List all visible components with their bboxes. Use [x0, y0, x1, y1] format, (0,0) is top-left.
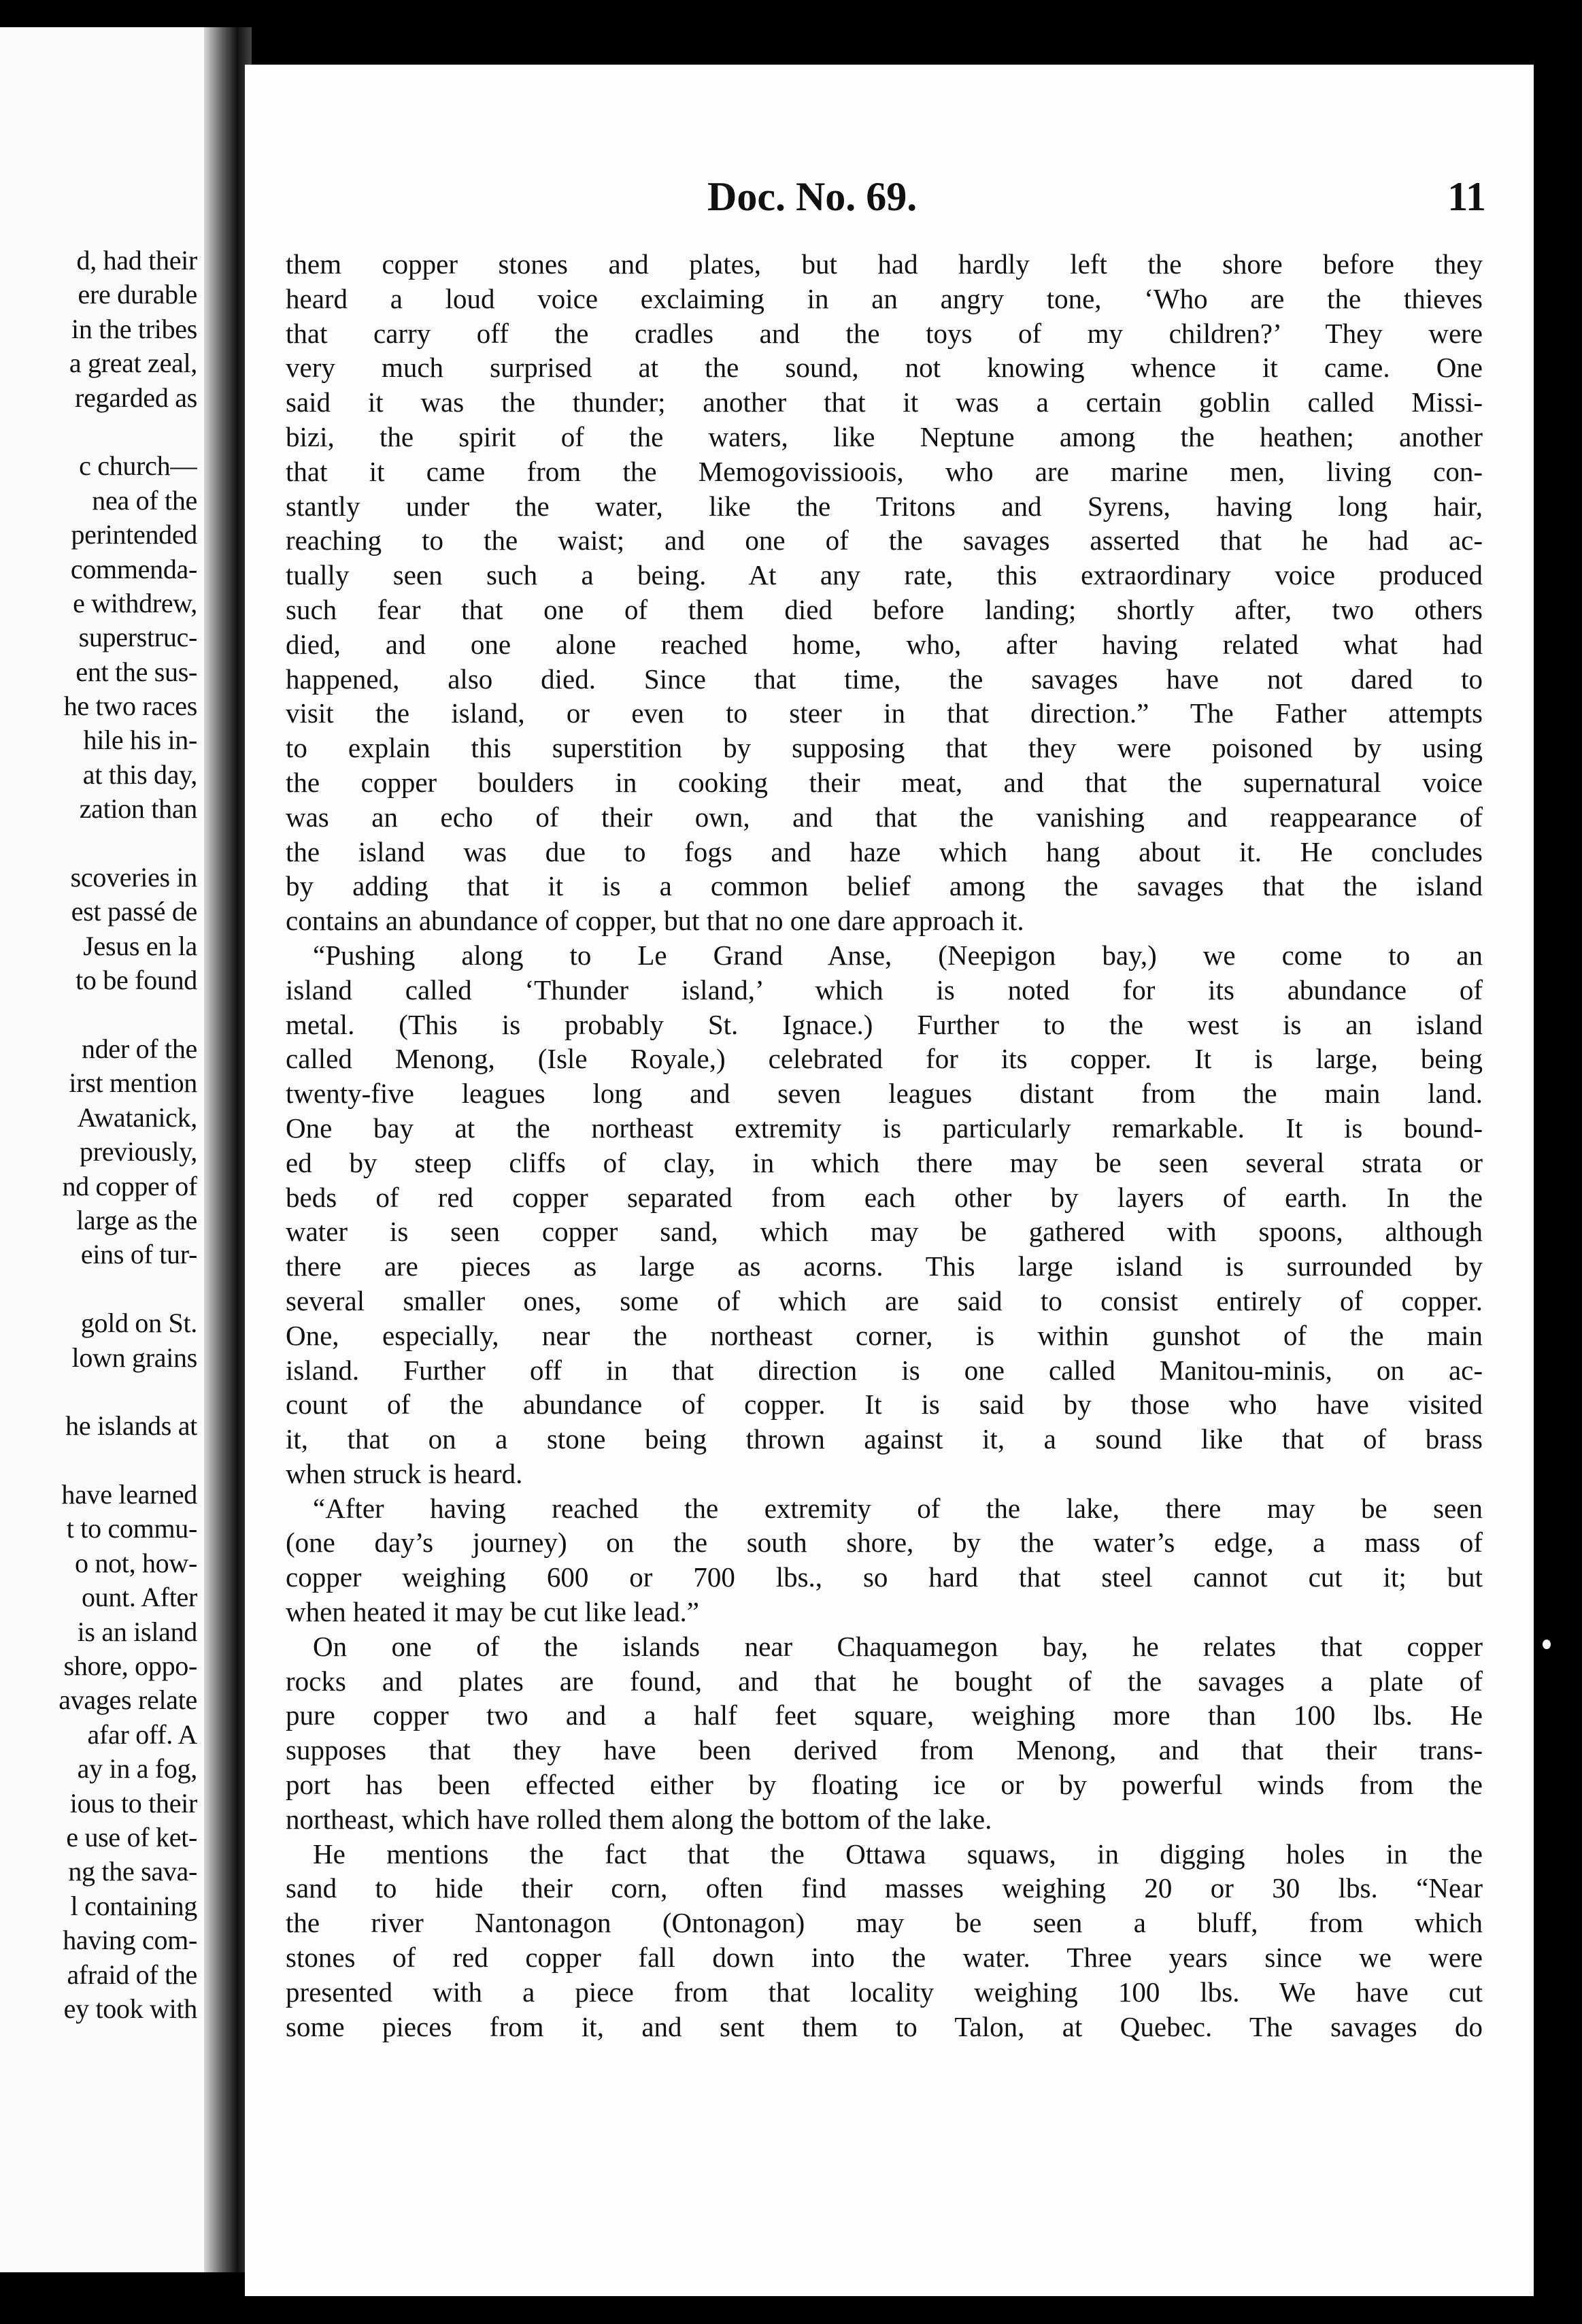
text-line: pure copper two and a half feet square, weighing more than 100 lbs. He: [286, 1699, 1483, 1731]
left-page-line: d, had their: [76, 245, 197, 276]
left-page-line: [0, 415, 197, 449]
left-page-line: est passé de: [71, 896, 197, 927]
left-page-line: large as the: [76, 1204, 197, 1235]
left-page-line: nea of the: [92, 484, 197, 516]
left-page-line: ount. After: [81, 1582, 197, 1613]
document-title: Doc. No. 69.: [707, 174, 918, 219]
left-page-line: l containing: [70, 1890, 197, 1921]
text-line: heard a loud voice exclaiming in an angry tone, ‘Who are the thieves: [286, 282, 1483, 314]
left-page-line: have learned: [61, 1479, 197, 1510]
text-line: there are pieces as large as acorns. This large island is surrounded by: [286, 1250, 1483, 1282]
left-page-line: nd copper of: [62, 1170, 197, 1201]
left-page-line: superstruc-: [78, 622, 197, 653]
text-line: reaching to the waist; and one of the savages asserted that he had ac-: [286, 525, 1483, 557]
text-line: copper weighing 600 or 700 lbs., so hard that steel cannot cut it; but: [286, 1561, 1483, 1593]
left-page-line: ey took with: [63, 1993, 197, 2024]
text-line: said it was the thunder; another that it was a certain goblin called Missi-: [286, 386, 1483, 418]
text-line: He mentions the fact that the Ottawa squaws, in digging holes in the: [313, 1838, 1483, 1870]
left-page-line: in the tribes: [71, 313, 197, 344]
text-line: count of the abundance of copper. It is said by those who have visited: [286, 1389, 1483, 1421]
left-page-line: [0, 998, 197, 1032]
text-line: beds of red copper separated from each other by layers of earth. In the: [286, 1181, 1483, 1213]
running-header: [245, 173, 1534, 228]
text-line: stones of red copper fall down into the water. Three years since we were: [286, 1942, 1483, 1974]
left-page-line: perintended: [71, 519, 197, 550]
left-page-line: shore, oppo-: [63, 1650, 197, 1682]
left-page-text: [0, 244, 197, 2026]
text-line: metal. (This is probably St. Ignace.) Further to the west is an island: [286, 1008, 1483, 1040]
left-page-line: previously,: [80, 1136, 197, 1167]
text-line: when heated it may be cut like lead.”: [286, 1596, 699, 1628]
text-line: island. Further off in that direction is one called Manitou-minis, on ac-: [286, 1354, 1483, 1386]
text-line: northeast, which have rolled them along the bottom of the lake.: [286, 1803, 992, 1835]
left-page-line: he islands at: [65, 1410, 197, 1442]
left-page-line: afar off. A: [87, 1719, 197, 1750]
left-page-line: afraid of the: [67, 1959, 197, 1990]
text-line: tually seen such a being. At any rate, this extraordinary voice produced: [286, 559, 1483, 591]
text-line: by adding that it is a common belief among the savages that the island: [286, 870, 1483, 902]
main-page: [245, 65, 1534, 2296]
left-page-line: e withdrew,: [73, 587, 197, 618]
left-page-line: o not, how-: [74, 1547, 197, 1578]
text-line: sand to hide their corn, often find masses weighing 20 or 30 lbs. “Near: [286, 1872, 1483, 1904]
margin-speck: [1543, 1640, 1551, 1649]
left-page-line: regarded as: [75, 382, 197, 413]
left-page-line: zation than: [79, 793, 197, 825]
text-line: (one day’s journey) on the south shore, by the water’s edge, a mass of: [286, 1527, 1483, 1559]
left-page-line: ay in a fog,: [77, 1753, 197, 1784]
left-page-line: a great zeal,: [69, 348, 197, 379]
text-line: the island was due to fogs and haze which hang about it. He concludes: [286, 835, 1483, 867]
text-line: several smaller ones, some of which are said to consist entirely of copper.: [286, 1284, 1483, 1316]
text-line: On one of the islands near Chaquamegon bay, he relates that copper: [313, 1630, 1483, 1662]
left-page-line: ious to their: [69, 1787, 197, 1819]
text-line: it, that on a stone being thrown against it, a sound like that of brass: [286, 1423, 1483, 1455]
left-page-line: commenda-: [70, 553, 197, 584]
left-page-line: [0, 1444, 197, 1478]
text-line: that carry off the cradles and the toys of my children?’ They were: [286, 317, 1483, 349]
text-line: stantly under the water, like the Tritons and Syrens, having long hair,: [286, 490, 1483, 522]
text-line: was an echo of their own, and that the vanishing and reappearance of: [286, 801, 1483, 833]
page-number: 11: [1447, 174, 1486, 219]
text-line: rocks and plates are found, and that he bought of the savages a plate of: [286, 1665, 1483, 1697]
left-page-line: Awatanick,: [77, 1101, 197, 1133]
text-line: One bay at the northeast extremity is particularly remarkable. It is bound-: [286, 1112, 1483, 1144]
text-line: contains an abundance of copper, but that no one dare approach it.: [286, 905, 1024, 937]
left-page-line: at this day,: [82, 759, 197, 790]
text-line: ed by steep cliffs of clay, in which there may be seen several strata or: [286, 1146, 1483, 1178]
text-line: supposes that they have been derived from Menong, and that their trans-: [286, 1734, 1483, 1766]
left-page-line: e use of ket-: [66, 1821, 197, 1853]
left-page-line: c church—: [79, 450, 197, 482]
left-page-line: lown grains: [71, 1342, 197, 1373]
left-page-line: hile his in-: [83, 725, 197, 756]
left-page-line: [0, 827, 197, 861]
text-line: them copper stones and plates, but had hardly left the shore before they: [286, 248, 1483, 280]
left-page-line: gold on St.: [80, 1308, 197, 1339]
text-line: to explain this superstition by supposing that they were poisoned by using: [286, 732, 1483, 764]
left-page-line: [0, 1272, 197, 1306]
text-line: “After having reached the extremity of the lake, there may be seen: [313, 1492, 1483, 1524]
left-page-line: nder of the: [82, 1033, 197, 1064]
left-page-line: Jesus en la: [83, 930, 197, 961]
text-line: some pieces from it, and sent them to Talon, at Quebec. The savages do: [286, 2010, 1483, 2042]
left-page-line: to be found: [75, 965, 197, 996]
text-line: twenty-five leagues long and seven leagues distant from the main land.: [286, 1078, 1483, 1110]
text-line: bizi, the spirit of the waters, like Neptune among the heathen; another: [286, 420, 1483, 452]
text-line: when struck is heard.: [286, 1457, 523, 1489]
left-facing-page: [0, 27, 204, 2272]
left-page-line: eins of tur-: [80, 1239, 197, 1270]
left-page-line: is an island: [77, 1616, 197, 1647]
text-line: “Pushing along to Le Grand Anse, (Neepigon bay,) we come to an: [313, 939, 1483, 971]
text-line: visit the island, or even to steer in that direction.” The Father attempts: [286, 697, 1483, 729]
body-text: [286, 247, 1483, 2044]
text-line: port has been effected either by floating ice or by powerful winds from the: [286, 1769, 1483, 1801]
text-line: that it came from the Memogovissioois, who are marine men, living con-: [286, 455, 1483, 487]
text-line: presented with a piece from that locality weighing 100 lbs. We have cut: [286, 1976, 1483, 2008]
text-line: died, and one alone reached home, who, after having related what had: [286, 628, 1483, 660]
left-page-line: t to commu-: [66, 1513, 197, 1544]
text-line: called Menong, (Isle Royale,) celebrated for its copper. It is large, being: [286, 1043, 1483, 1075]
left-page-line: ng the sava-: [68, 1856, 197, 1887]
text-line: the river Nantonagon (Ontonagon) may be seen a bluff, from which: [286, 1907, 1483, 1939]
left-page-line: [0, 1375, 197, 1409]
left-page-line: scoveries in: [70, 862, 197, 893]
text-line: One, especially, near the northeast corner, is within gunshot of the main: [286, 1319, 1483, 1351]
left-page-line: ent the sus-: [75, 656, 197, 687]
left-page-line: he two races: [63, 691, 197, 722]
text-line: such fear that one of them died before landing; shortly after, two others: [286, 593, 1483, 625]
left-page-line: ere durable: [78, 279, 197, 310]
text-line: happened, also died. Since that time, the savages have not dared to: [286, 663, 1483, 695]
text-line: island called ‘Thunder island,’ which is noted for its abundance of: [286, 974, 1483, 1006]
left-page-line: having com-: [63, 1925, 197, 1956]
left-page-line: irst mention: [69, 1067, 197, 1099]
text-line: the copper boulders in cooking their meat, and that the supernatural voice: [286, 766, 1483, 798]
left-page-line: avages relate: [58, 1684, 197, 1716]
text-line: water is seen copper sand, which may be gathered with spoons, although: [286, 1216, 1483, 1248]
text-line: very much surprised at the sound, not knowing whence it came. One: [286, 352, 1483, 384]
